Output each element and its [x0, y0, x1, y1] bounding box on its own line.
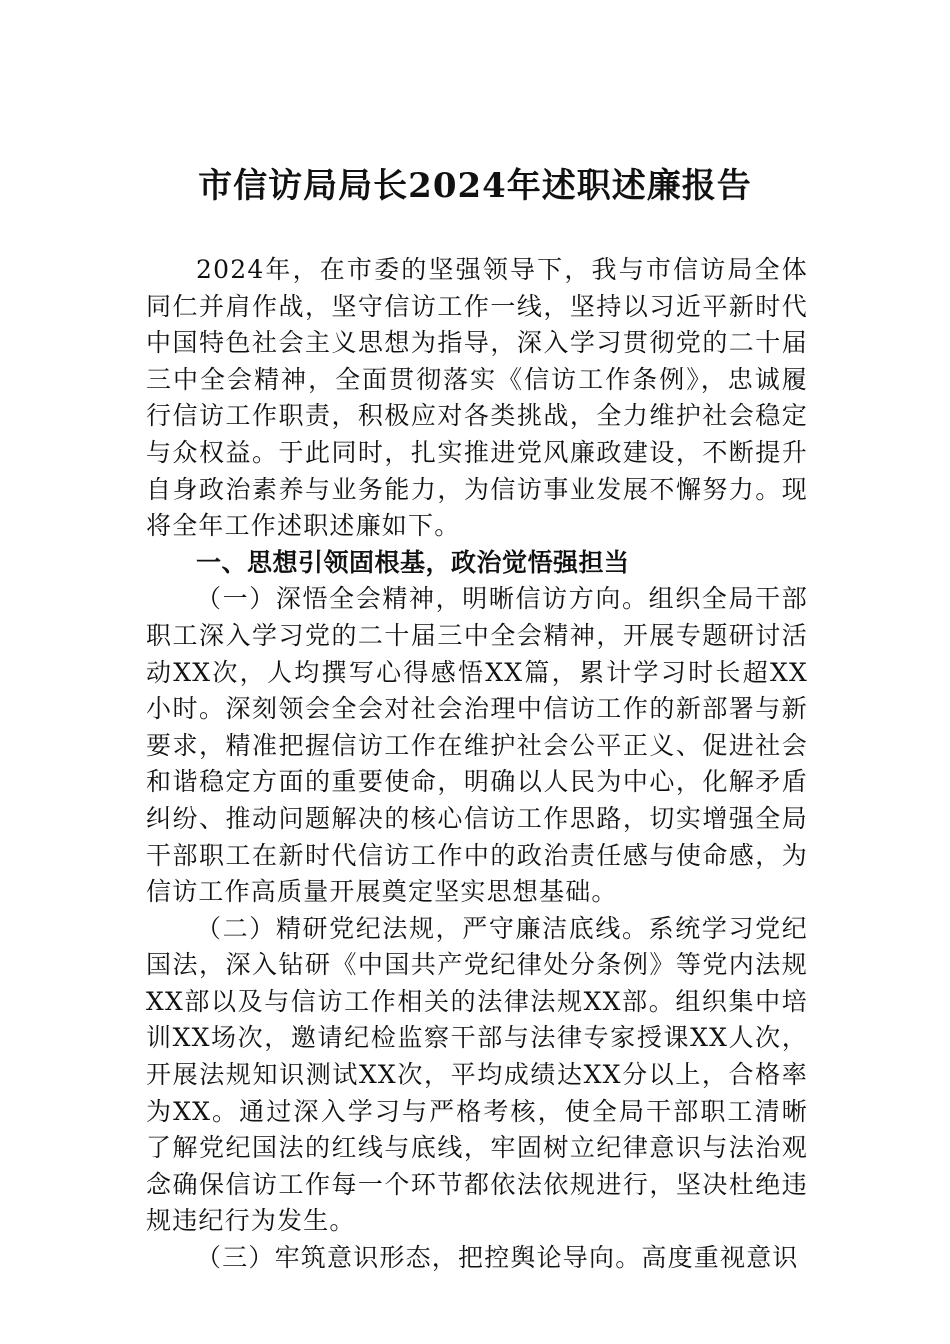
- document-title: 市信访局局长2024年述职述廉报告: [198, 166, 752, 206]
- paragraph-1-lead: （一）深悟全会精神，明晰信访方向。: [196, 584, 649, 614]
- section-heading-1: 一、思想引领固根基，政治觉悟强担当: [196, 547, 630, 577]
- paragraph-1-body: 组织全局干部职工深入学习党的二十届三中全会精神，开展专题研讨活动XX次，人均撰写心得感悟XX篇，累计学习时长超XX小时。深刻领会全会对社会治理中信访工作的新部署与新要求，精准把握信访工作在维护社会公平正义、促进社会和谐稳定方面的重要使命，明确以人民为中心，化解矛盾纠纷、推动问题解决的核心信访工作思路，切实增强全局干部职工在新时代信访工作中的政治责任感与使命感，为信访工作高质量开展奠定坚实思想基础。: [146, 584, 809, 907]
- intro-paragraph: 2024年，在市委的坚强领导下，我与市信访局全体同仁并肩作战，坚守信访工作一线，坚持以习近平新时代中国特色社会主义思想为指导，深入学习贯彻党的二十届三中全会精神，全面贯彻落实《信访工作条例》，忠诚履行信访工作职责，积极应对各类挑战，全力维护社会稳定与众权益。于此同时，扎实推进党风廉政建设，不断提升自身政治素养与业务能力，为信访事业发展不懈努力。现将全年工作述职述廉如下。: [146, 255, 808, 541]
- document-body: [146, 252, 808, 1277]
- paragraph-1: [146, 581, 808, 910]
- paragraph-3-lead: （三）牢筑意识形态，把控舆论导向。: [196, 1243, 642, 1273]
- paragraph-2-lead: （二）精研党纪法规，严守廉洁底线。: [196, 913, 649, 943]
- paragraph-3-body: 高度重视意识: [641, 1243, 799, 1273]
- paragraph-3: [146, 1240, 808, 1277]
- paragraph-2: [146, 911, 808, 1240]
- paragraph-2-body: 系统学习党纪国法，深入钻研《中国共产党纪律处分条例》等党内法规XX部以及与信访工作相关的法律法规XX部。组织集中培训XX场次，邀请纪检监察干部与法律专家授课XX人次，开展法规知识测试XX次，平均成绩达XX分以上，合格率为XX。通过深入学习与严格考核，使全局干部职工清晰了解党纪国法的红线与底线，牢固树立纪律意识与法治观念确保信访工作每一个环节都依法依规进行，坚决杜绝违规违纪行为发生。: [146, 913, 809, 1236]
